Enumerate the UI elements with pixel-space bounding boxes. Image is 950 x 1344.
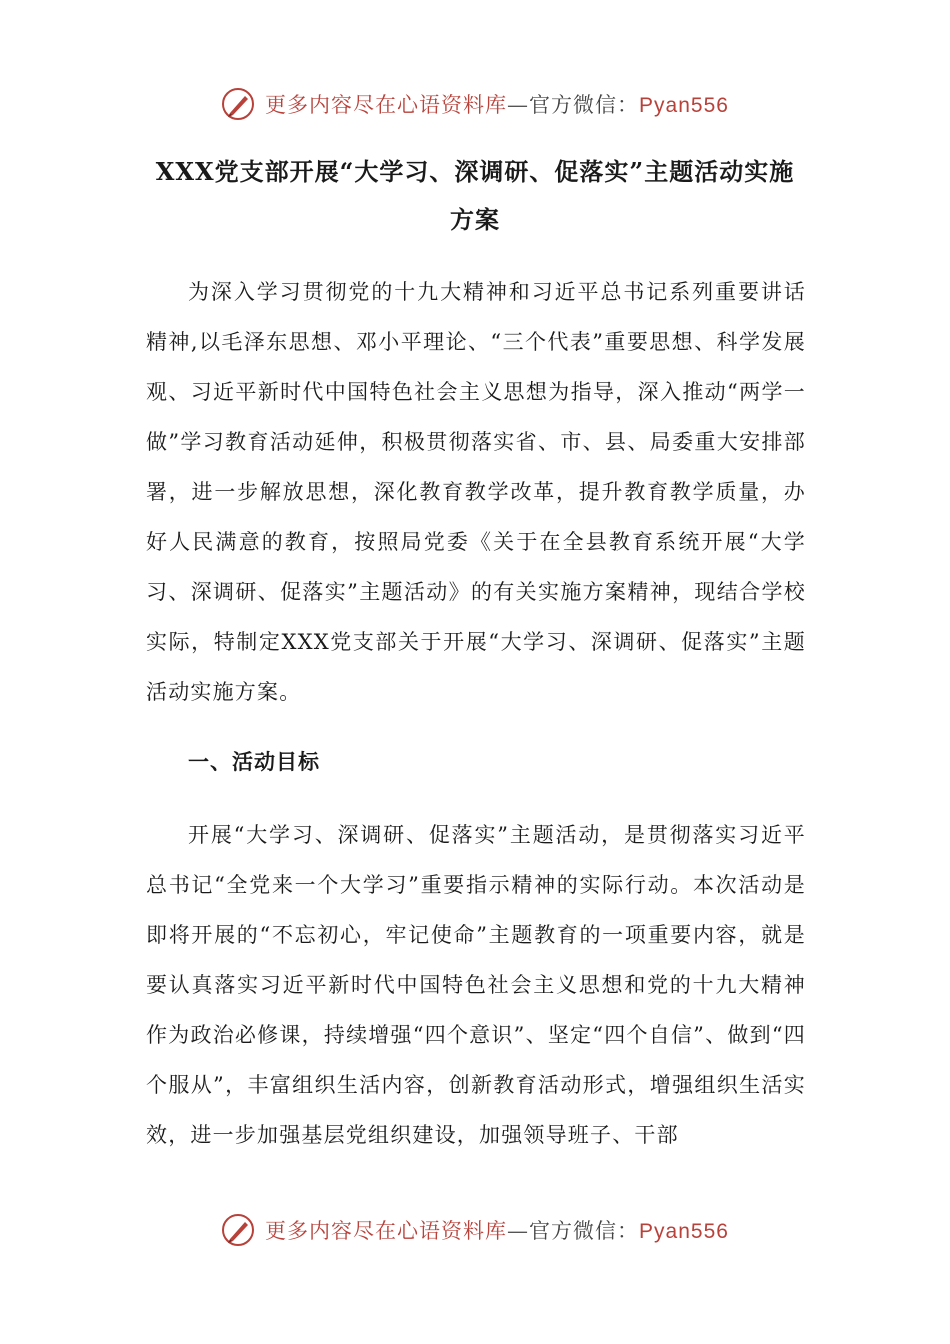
header-banner xyxy=(0,82,950,126)
banner-text: 更多内容尽在心语资料库—官方微信：Pyan556 xyxy=(265,1219,729,1243)
title-line-2: 方案 xyxy=(450,205,500,234)
title-line-1: XXX党支部开展“大学习、深调研、促落实”主题活动实施 xyxy=(155,157,795,186)
paragraph-text: 为深入学习贯彻党的十九大精神和习近平总书记系列重要讲话精神,以毛泽东思想、邓小平理论、“三个代表”重要思想、科学发展观、习近平新时代中国特色社会主义思想为指导，深入推动“两学一做”学习教育活动延伸，积极贯彻落实省、市、县、局委重大安排部署，进一步解放思想，深化教育教学改革，提升教育教学质量，办好人民满意的教育，按照局党委《关于在全县教育系统开展“大学习、深调研、促落实”主题活动》的有关实施方案精神，现结合学校实际，特制定XXX党支部关于开展“大学习、深调研、促落实”主题活动实施方案。 xyxy=(146,280,806,704)
document-title xyxy=(140,148,810,244)
paragraph-text: 开展“大学习、深调研、促落实”主题活动，是贯彻落实习近平总书记“全党来一个大学习”重要指示精神的实际行动。本次活动是即将开展的“不忘初心，牢记使命”主题教育的一项重要内容，就是要认真落实习近平新时代中国特色社会主义思想和党的十九大精神作为政治必修课，持续增强“四个意识”、坚定“四个自信”、做到“四个服从”，丰富组织生活内容，创新教育活动形式，增强组织生活实效，进一步加强基层党组织建设，加强领导班子、干部 xyxy=(146,823,806,1147)
intro-paragraph xyxy=(146,267,806,717)
banner-text: 更多内容尽在心语资料库—官方微信：Pyan556 xyxy=(265,93,729,117)
goal-paragraph xyxy=(146,810,806,1160)
footer-banner xyxy=(0,1208,950,1252)
section-heading: 一、活动目标 xyxy=(188,749,320,774)
quill-logo-icon xyxy=(221,1213,255,1247)
quill-logo-icon xyxy=(221,87,255,121)
